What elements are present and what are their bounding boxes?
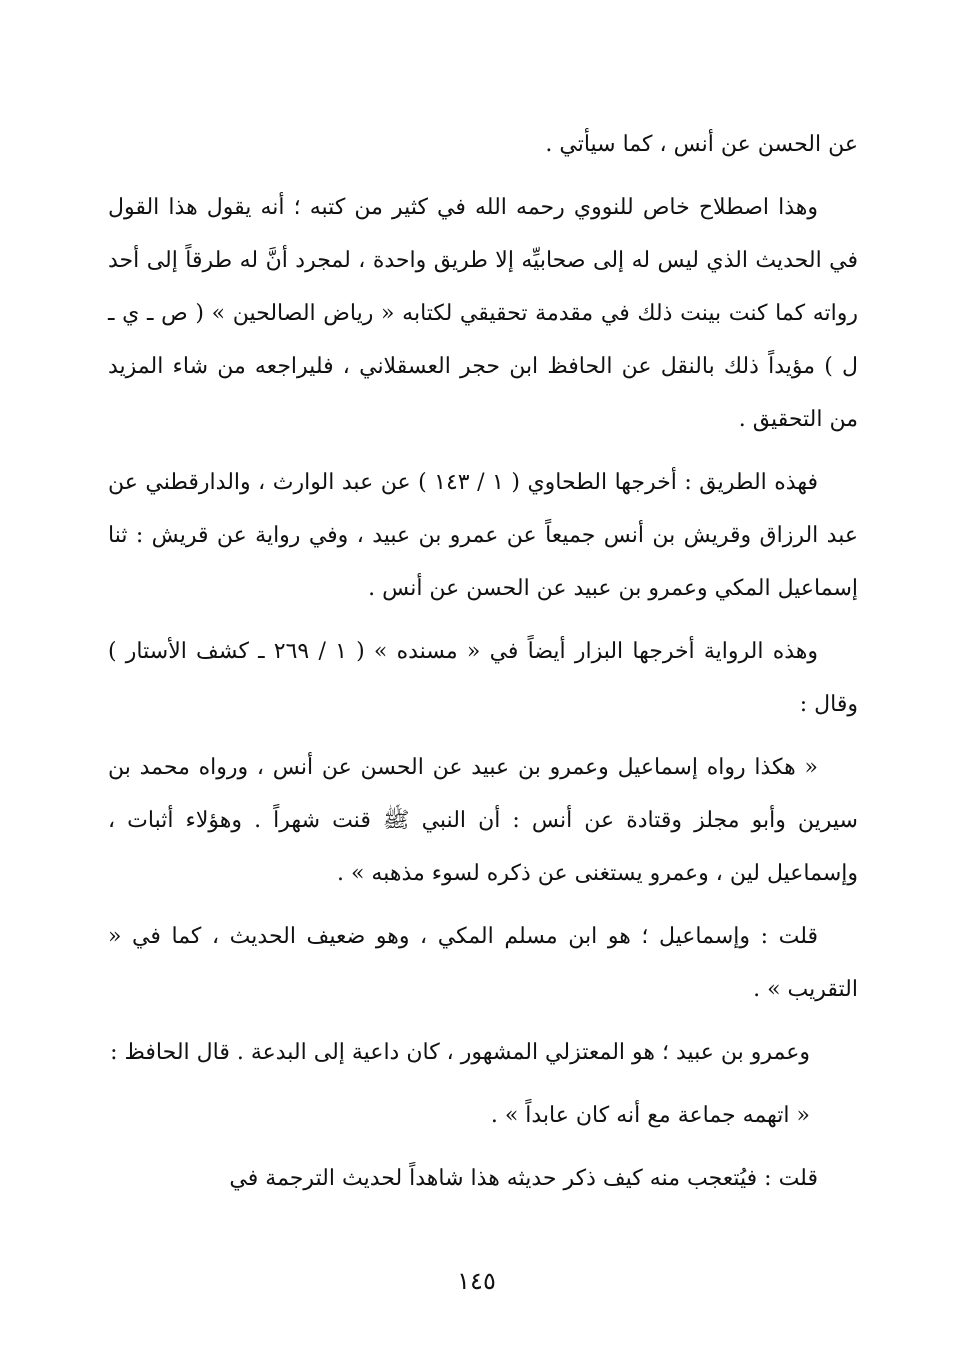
body-text xyxy=(108,118,858,1215)
paragraph-4: وهذه الرواية أخرجها البزار أيضاً في « مسنده » ( ١ / ٢٦٩ ـ كشف الأستار ) وقال : xyxy=(108,639,858,717)
paragraph-5-quote: « هكذا رواه إسماعيل وعمرو بن عبيد عن الحسن عن أنس ، ورواه محمد بن سيرين وأبو مجلز وقتادة عن أنس : أن النبي ﷺ قنت شهراً . وهؤلاء أثبات ، وإسماعيل لين ، وعمرو يستغنى عن ذكره لسوء مذهبه » . xyxy=(108,755,858,886)
paragraph-8-quote: « اتهمه جماعة مع أنه كان عابداً » . xyxy=(490,1103,810,1128)
paragraph-7: وعمرو بن عبيد ؛ هو المعتزلي المشهور ، كان داعية إلى البدعة . قال الحافظ : xyxy=(110,1040,810,1065)
paragraph-6: قلت : وإسماعيل ؛ هو ابن مسلم المكي ، وهو ضعيف الحديث ، كما في « التقريب » . xyxy=(108,924,858,1002)
paragraph-1: عن الحسن عن أنس ، كما سيأتي . xyxy=(545,132,858,157)
paragraph-3: فهذه الطريق : أخرجها الطحاوي ( ١ / ١٤٣ ) عن عبد الوارث ، والدارقطني عن عبد الرزاق وقريش بن أنس جميعاً عن عمرو بن عبيد ، وفي رواية عن قريش : ثنا إسماعيل المكي وعمرو بن عبيد عن الحسن عن أنس . xyxy=(108,470,858,601)
paragraph-2: وهذا اصطلاح خاص للنووي رحمه الله في كثير من كتبه ؛ أنه يقول هذا القول في الحديث الذي ليس له إلى صحابيِّه إلا طريق واحدة ، لمجرد أنَّ له طرقاً إلى أحد رواته كما كنت بينت ذلك في مقدمة تحقيقي لكتابه « رياض الصالحين » ( ص ـ ي ـ ل ) مؤيداً ذلك بالنقل عن الحافظ ابن حجر العسقلاني ، فليراجعه من شاء المزيد من التحقيق . xyxy=(108,195,858,432)
page-number: ١٤٥ xyxy=(457,1267,496,1295)
paragraph-9: قلت : فيُتعجب منه كيف ذكر حديثه هذا شاهداً لحديث الترجمة في xyxy=(229,1166,818,1191)
